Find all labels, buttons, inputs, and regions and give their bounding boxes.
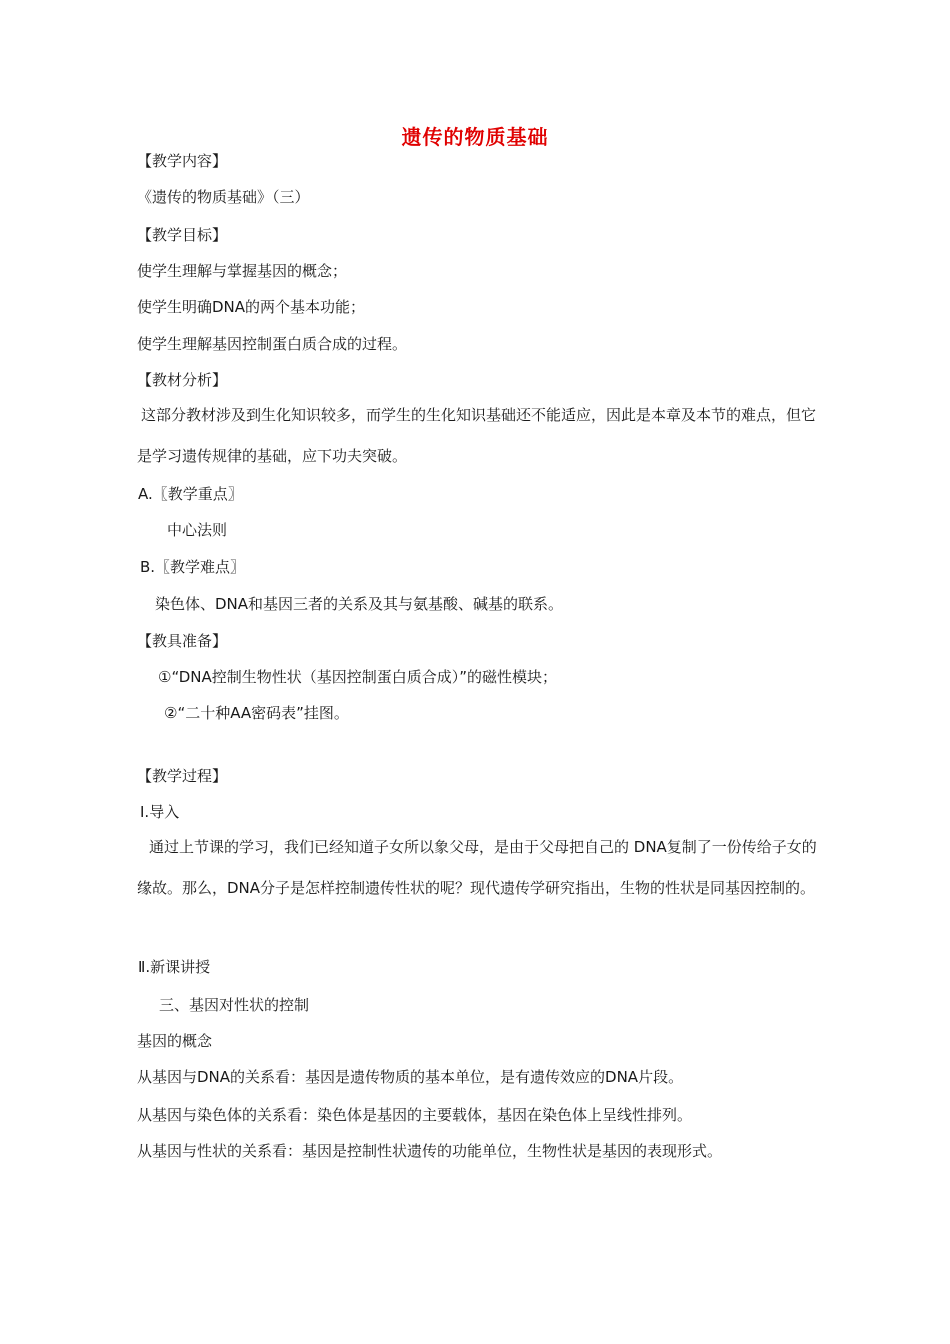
heading-teaching-tools: 【教具准备】 <box>137 632 228 650</box>
step-new-lesson: Ⅱ.新课讲授 <box>138 958 211 976</box>
heading-teaching-goals: 【教学目标】 <box>137 226 228 244</box>
goal-item-1: 使学生理解与掌握基因的概念； <box>137 262 348 280</box>
material-analysis-text: 这部分教材涉及到生化知识较多，而学生的生化知识基础还不能适应，因此是本章及本节的难点，但它是学习遗传规律的基础，应下功夫突破。 <box>137 406 817 465</box>
section-gene-trait-control: 三、基因对性状的控制 <box>159 996 310 1014</box>
gene-chromosome-relation: 从基因与染色体的关系看：染色体是基因的主要载体，基因在染色体上呈线性排列。 <box>137 1106 693 1124</box>
heading-teaching-process: 【教学过程】 <box>137 767 228 785</box>
goal-item-2: 使学生明确DNA的两个基本功能； <box>137 298 366 316</box>
difficulty-text: 染色体、DNA和基因三者的关系及其与氨基酸、碱基的联系。 <box>155 595 564 613</box>
document-title: 遗传的物质基础 <box>401 125 549 149</box>
tool-item-2: ②“二十种AA密码表”挂图。 <box>164 704 349 722</box>
difficulty-label: B.〖教学难点〗 <box>140 558 246 576</box>
step-introduction: Ⅰ.导入 <box>140 803 180 821</box>
gene-trait-relation: 从基因与性状的关系看：基因是控制性状遗传的功能单位，生物性状是基因的表现形式。 <box>137 1142 723 1160</box>
key-point-label: A.〖教学重点〗 <box>138 485 243 503</box>
heading-teaching-content: 【教学内容】 <box>137 152 228 170</box>
key-point-text: 中心法则 <box>167 521 228 539</box>
gene-concept-heading: 基因的概念 <box>137 1032 213 1050</box>
goal-item-3: 使学生理解基因控制蛋白质合成的过程。 <box>137 335 408 353</box>
heading-material-analysis: 【教材分析】 <box>137 371 228 389</box>
introduction-text: 通过上节课的学习，我们已经知道子女所以象父母，是由于父母把自己的 DNA复制了一份传给子女的缘故。那么，DNA分子是怎样控制遗传性状的呢？现代遗传学研究指出，生物的性状是同基因控制的。 <box>137 838 817 897</box>
gene-dna-relation: 从基因与DNA的关系看：基因是遗传物质的基本单位，是有遗传效应的DNA片段。 <box>137 1068 684 1086</box>
teaching-content-text: 《遗传的物质基础》（三） <box>137 188 310 206</box>
tool-item-1: ①“DNA控制生物性状（基因控制蛋白质合成）”的磁性模块； <box>158 668 558 686</box>
